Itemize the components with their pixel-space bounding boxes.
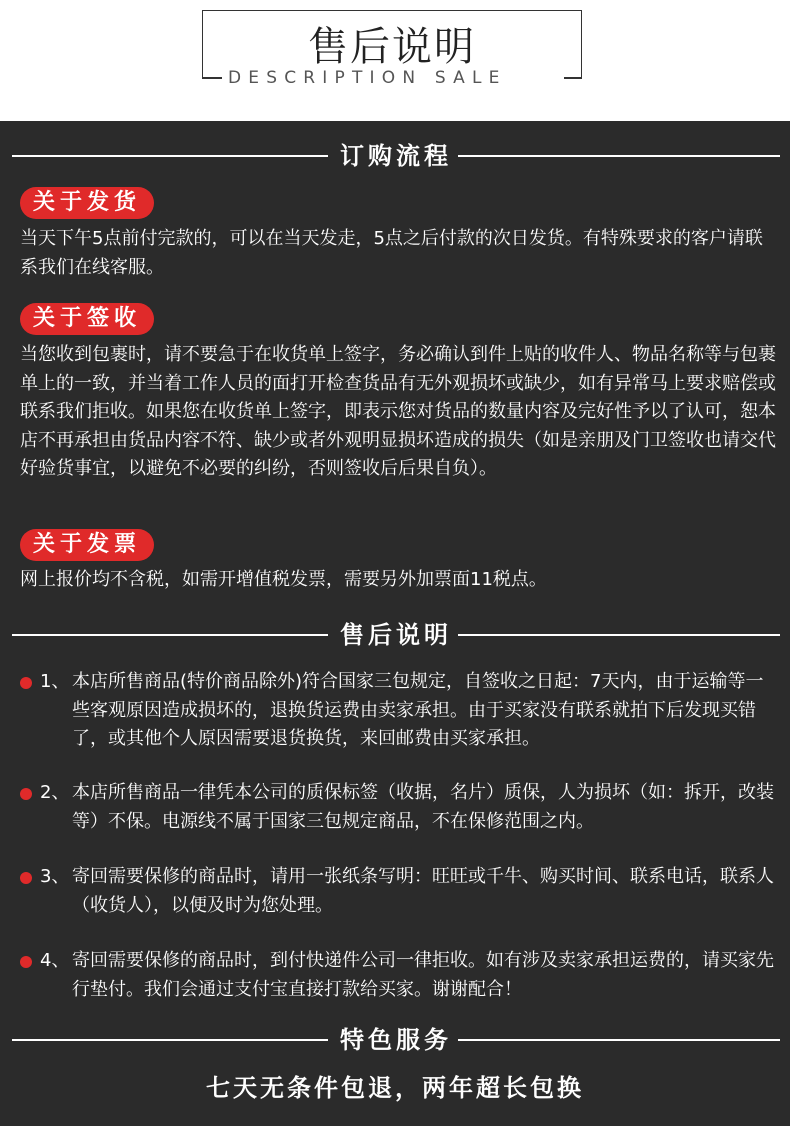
divider-line [458, 155, 780, 157]
item-text: 寄回需要保修的商品时，到付快递件公司一律拒收。如有涉及卖家承担运费的，请买家先行垫付。我们会通过支付宝直接打款给买家。谢谢配合！ [72, 950, 774, 1000]
section-title: 特色服务 [340, 1026, 452, 1054]
item-text: 本店所售商品一律凭本公司的质保标签（收据，名片）质保，人为损坏（如：拆开，改装等）不保。电源线不属于国家三包规定商品，不在保修范围之内。 [72, 782, 774, 832]
item-number: 4、 [40, 950, 70, 971]
shipping-label: 关于发货 [20, 187, 154, 219]
bullet-dot-icon [20, 788, 32, 800]
section-title: 售后说明 [340, 621, 452, 649]
subtitle-row [202, 66, 582, 90]
subtitle-line-right [564, 77, 582, 79]
service-slogan: 七天无条件包退，两年超长包换 [206, 1074, 584, 1102]
section-header-after-sale [12, 615, 780, 655]
item-number: 1、 [40, 671, 70, 692]
section-title: 订购流程 [340, 142, 452, 170]
signing-text: 当您收到包裹时，请不要急于在收货单上签字，务必确认到件上贴的收件人、物品名称等与包裹单上的一致，并当着工作人员的面打开检查货品有无外观损坏或缺少，如有异常马上要求赔偿或联系我们拒收。如果您在收货单上签字，即表示您对货品的数量内容及完好性予以了认可，恕本店不再承担由货品内容不符、缺少或者外观明显损坏造成的损失（如是亲朋及门卫签收也请交代好验货事宜，以避免不必要的纠纷，否则签收后后果自负）。 [20, 344, 776, 479]
page-title: 售后说明 [308, 24, 476, 70]
section-header-order [12, 136, 780, 176]
invoice-text: 网上报价均不含税，如需开增值税发票，需要另外加票面11税点。 [20, 569, 547, 590]
bullet-dot-icon [20, 956, 32, 968]
divider-line [458, 634, 780, 636]
item-number: 3、 [40, 866, 70, 887]
page-header [0, 0, 790, 121]
item-text: 寄回需要保修的商品时，请用一张纸条写明：旺旺或千牛、购买时间、联系电话，联系人（收货人），以便及时为您处理。 [72, 866, 774, 916]
signing-label: 关于签收 [20, 303, 154, 335]
section-header-service [12, 1020, 780, 1060]
divider-line [458, 1039, 780, 1041]
item-number: 2、 [40, 782, 70, 803]
item-text: 本店所售商品(特价商品除外)符合国家三包规定，自签收之日起：7天内，由于运输等一些客观原因造成损坏的，退换货运费由卖家承担。由于买家没有联系就拍下后发现买错了，或其他个人原因需要退货换货，来回邮费由买家承担。 [72, 671, 764, 749]
shipping-text: 当天下午5点前付完款的，可以在当天发走，5点之后付款的次日发货。有特殊要求的客户请联系我们在线客服。 [20, 228, 763, 278]
subtitle-line-left [202, 77, 222, 79]
bullet-dot-icon [20, 872, 32, 884]
invoice-label: 关于发票 [20, 529, 154, 561]
page-subtitle: DESCRIPTION SALE [228, 68, 507, 88]
bullet-dot-icon [20, 677, 32, 689]
